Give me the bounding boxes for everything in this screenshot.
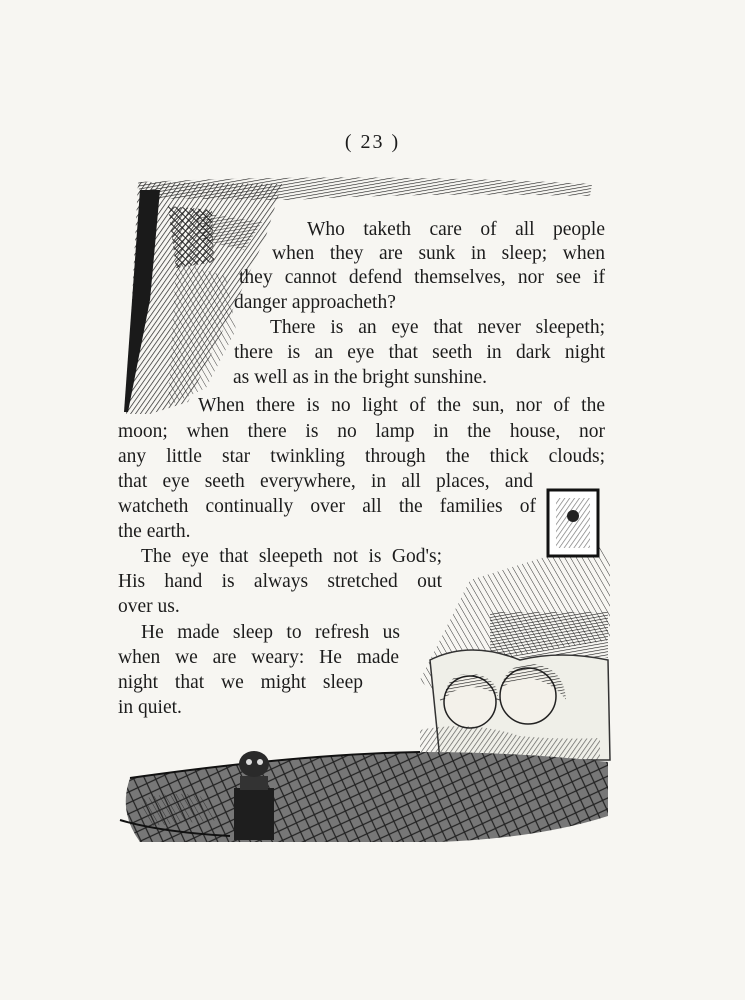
text-line: there is an eye that seeth in dark night [234,342,605,363]
text-line: moon; when there is no lamp in the house, nor [118,421,605,442]
text-line: He made sleep to refresh us [141,622,400,643]
text-line: Who taketh care of all people [307,219,605,240]
text-line: watcheth continually over all the families of [118,496,536,517]
text-line: they cannot defend themselves, nor see if [239,267,605,288]
text-line: any little star twinkling through the thick clouds; [118,446,605,467]
text-line: when they are sunk in sleep; when [272,243,605,264]
text-line: There is an eye that never sleepeth; [270,317,605,338]
text-line: in quiet. [118,697,182,718]
text-line: danger approacheth? [234,292,396,313]
text-line: the earth. [118,521,191,542]
text-line: night that we might sleep [118,672,363,693]
text-line: His hand is always stretched out [118,571,442,592]
text-line: when we are weary: He made [118,647,399,668]
text-line: The eye that sleepeth not is God's; [141,546,442,567]
text-line: that eye seeth everywhere, in all places, and [118,471,533,492]
text-line: When there is no light of the sun, nor of the [198,395,605,416]
page-number: ( 23 ) [344,131,401,153]
text-line: as well as in the bright sunshine. [233,367,488,388]
text-line: over us. [118,596,180,617]
